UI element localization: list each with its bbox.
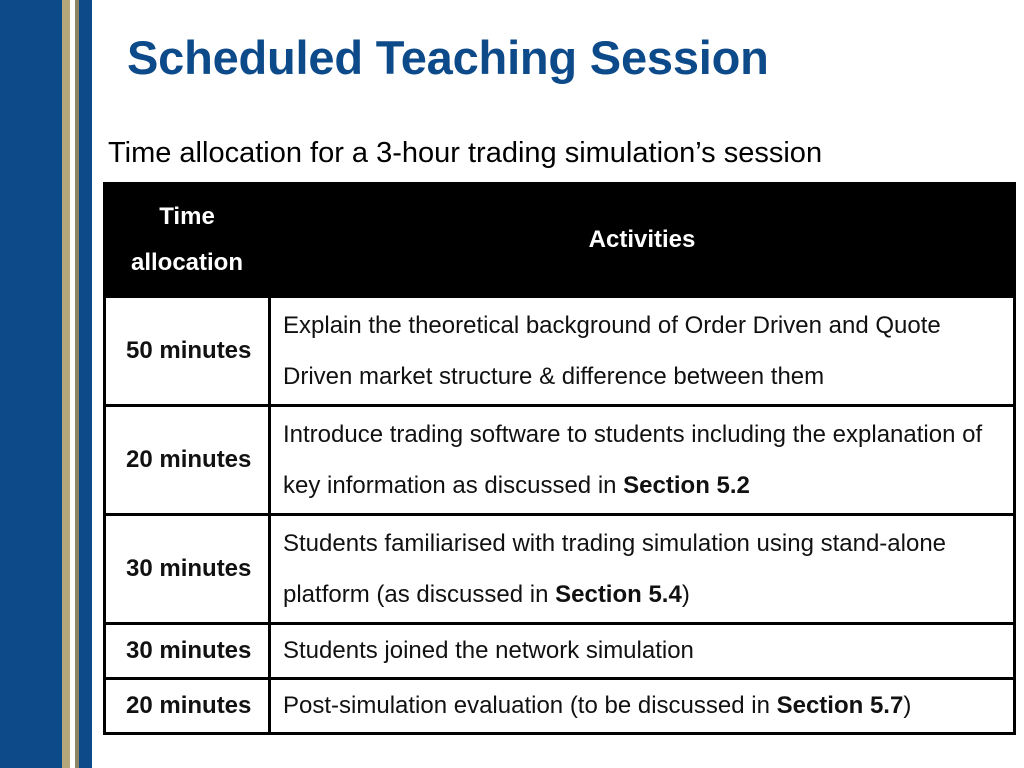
header-time-line1: Time bbox=[159, 203, 215, 231]
time-cell: 20 minutes bbox=[105, 405, 270, 514]
activity-text: Post-simulation evaluation (to be discussed in bbox=[283, 692, 777, 720]
side-stripe-gold bbox=[62, 0, 70, 768]
activity-text: Explain the theoretical background of Order Driven and Quote Driven market structure & difference between them bbox=[283, 311, 941, 390]
section-ref: Section 5.7 bbox=[776, 692, 904, 720]
side-band-navy bbox=[0, 0, 62, 768]
header-activities: Activities bbox=[270, 184, 1015, 297]
slide-subtitle: Time allocation for a 3-hour trading simulation’s session bbox=[108, 137, 823, 169]
schedule-table bbox=[103, 182, 1016, 735]
activity-cell bbox=[270, 405, 1015, 514]
activity-text: Students joined the network simulation bbox=[283, 637, 694, 665]
time-cell: 30 minutes bbox=[105, 623, 270, 678]
header-time-allocation bbox=[105, 184, 270, 297]
slide-title: Scheduled Teaching Session bbox=[127, 31, 769, 84]
table-row bbox=[105, 405, 1015, 514]
table-row bbox=[105, 297, 1015, 406]
activity-cell bbox=[270, 514, 1015, 623]
activity-cell bbox=[270, 623, 1015, 678]
activity-suffix: ) bbox=[903, 692, 912, 720]
activity-text: Introduce trading software to students including the explanation of key information as discussed in bbox=[283, 420, 983, 499]
table-row bbox=[105, 514, 1015, 623]
time-cell: 30 minutes bbox=[105, 514, 270, 623]
activity-text: Students familiarised with trading simulation using stand-alone platform (as discussed in bbox=[283, 529, 947, 608]
section-ref: Section 5.2 bbox=[623, 471, 750, 499]
time-cell: 50 minutes bbox=[105, 297, 270, 406]
activity-suffix: ) bbox=[681, 580, 690, 608]
activity-cell bbox=[270, 678, 1015, 733]
section-ref: Section 5.4 bbox=[555, 580, 682, 608]
time-cell: 20 minutes bbox=[105, 678, 270, 733]
activity-cell bbox=[270, 297, 1015, 406]
header-time-line2: allocation bbox=[130, 249, 244, 276]
side-stripe-navy bbox=[79, 0, 92, 768]
table-header-row bbox=[105, 184, 1015, 297]
table-row bbox=[105, 678, 1015, 733]
table-row bbox=[105, 623, 1015, 678]
